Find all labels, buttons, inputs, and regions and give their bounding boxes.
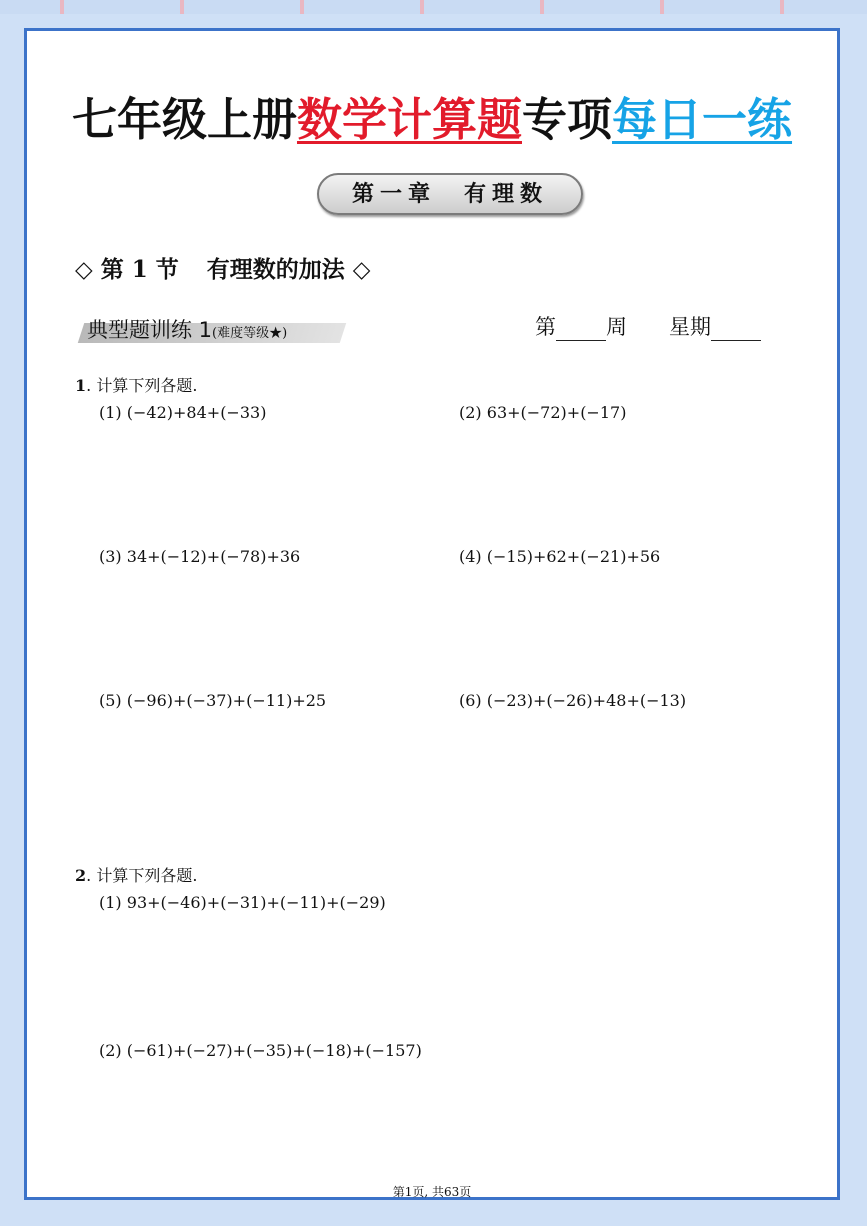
worksheet-page [24,28,840,1200]
page-title [27,83,837,148]
week-suffix: 周 [606,315,627,339]
question-2-heading: 2. 计算下列各题. [75,866,198,885]
question-1-item-2: (2) 63+(−72)+(−17) [459,403,627,422]
training-label [87,314,287,344]
question-2-item-1: (1) 93+(−46)+(−31)+(−11)+(−29) [99,893,386,912]
day-label: 星期 [669,315,711,339]
chapter-badge: 第一章 有理数 [317,173,583,215]
title-part-special: 专项 [522,93,613,146]
top-decorative-strip [0,0,867,14]
diamond-icon: ◇ [75,256,93,283]
section-number: 第 1 节 [100,256,179,283]
question-1-item-6: (6) (−23)+(−26)+48+(−13) [459,691,687,710]
question-2-item-2: (2) (−61)+(−27)+(−35)+(−18)+(−157) [99,1041,422,1060]
week-blank[interactable] [556,318,606,341]
day-blank[interactable] [711,318,761,341]
title-part-grade: 七年级上册 [71,93,297,146]
diamond-icon: ◇ [352,256,371,283]
title-part-subject: 数学计算题 [296,93,522,146]
question-1-item-5: (5) (−96)+(−37)+(−11)+25 [99,691,327,710]
question-1-item-3: (3) 34+(−12)+(−78)+36 [99,547,301,566]
question-number: 1 [75,376,87,395]
question-1-item-4: (4) (−15)+62+(−21)+56 [459,547,661,566]
question-number: 2 [75,866,87,885]
week-prefix: 第 [535,315,556,339]
page-footer: 第1页, 共63页 [392,1185,472,1199]
question-1-heading: 1. 计算下列各题. [75,376,198,395]
question-prompt: 计算下列各题. [96,376,198,395]
title-part-daily: 每日一练 [612,93,793,146]
section-heading [75,251,370,284]
question-prompt: 计算下列各题. [96,866,198,885]
training-title: 典型题训练 1 [87,318,213,342]
schedule-fields [535,311,761,341]
difficulty-level: (难度等级★) [212,326,288,341]
question-1-item-1: (1) (−42)+84+(−33) [99,403,267,422]
section-name: 有理数的加法 [206,256,345,283]
